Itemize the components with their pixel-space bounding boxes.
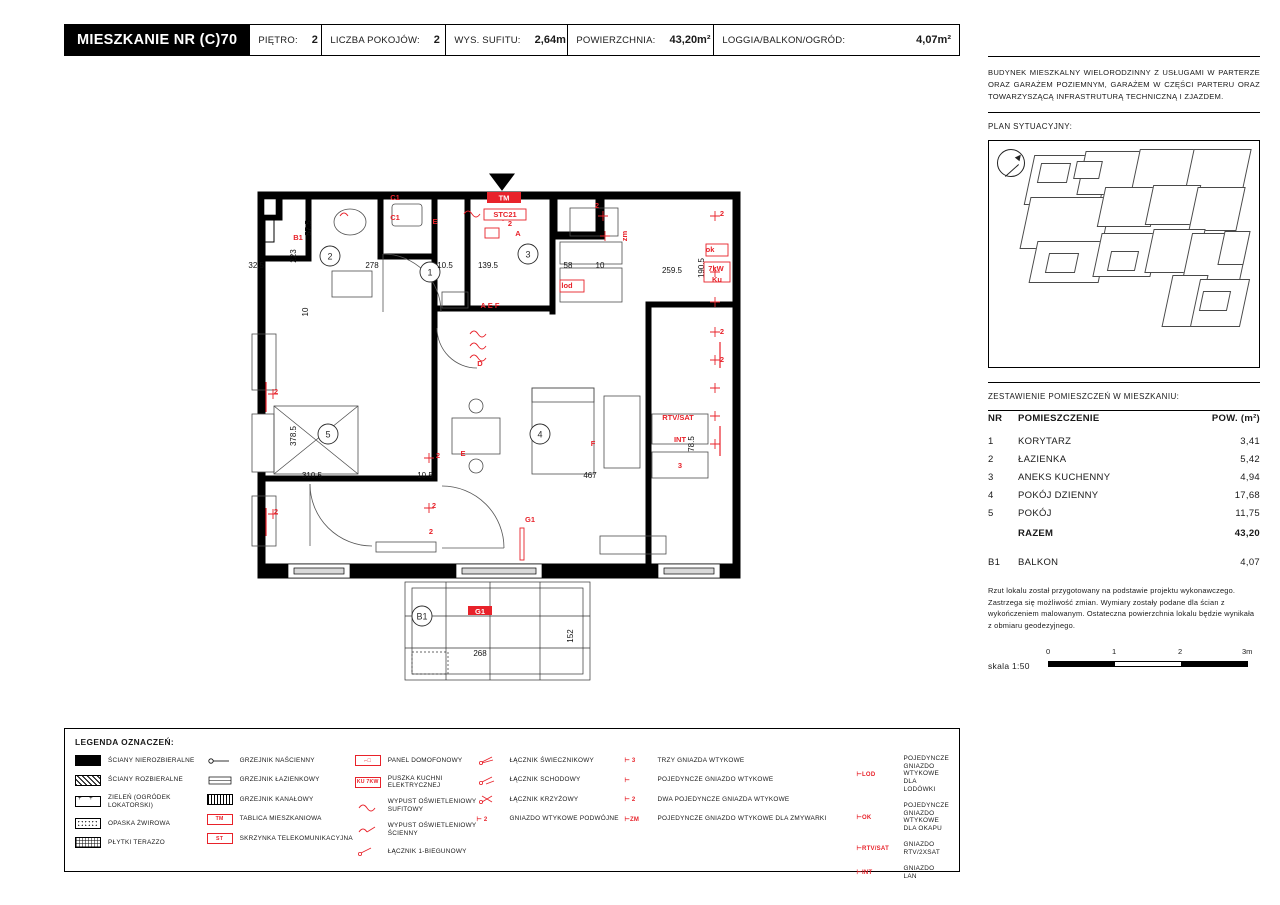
legend-title: LEGENDA OZNACZEŃ:	[75, 737, 175, 747]
single-pole-switch-icon	[355, 846, 381, 857]
legend-item: TM TABLICA MIESZKANIOWA	[207, 814, 355, 825]
wall-radiator-icon	[207, 755, 233, 766]
greenery-icon	[75, 796, 101, 807]
table-row: 4 POKÓJ DZIENNY 17,68	[988, 489, 1260, 501]
legend-item: GRZEJNIK KANAŁOWY	[207, 794, 355, 805]
site-plan	[988, 140, 1260, 368]
stair-switch-icon	[476, 775, 502, 786]
label-INT: INT	[673, 435, 687, 444]
label-A-E-F: A E F	[480, 301, 500, 310]
scale-bar-wrap	[988, 647, 1260, 681]
legend-item: WYPUST OŚWIETLENIOWY SUFITOWY	[355, 798, 477, 813]
bathroom-radiator-icon	[207, 775, 233, 786]
header-cell-rooms: LICZBA POKOJÓW: 2	[321, 25, 445, 55]
floor-plan-drawing	[180, 96, 820, 716]
single-socket-icon: ⊢	[624, 777, 631, 784]
solid-wall-icon	[75, 755, 101, 766]
site-plan-title: PLAN SYTUACYJNY:	[988, 122, 1073, 132]
room-number-1: 1	[427, 267, 433, 278]
label-3: 3	[677, 461, 683, 470]
legend-item: ⊢ 2 GNIAZDO WTYKOWE PODWÓJNE	[476, 815, 619, 823]
dim-32-5: 32.5	[248, 261, 264, 270]
legend-panel	[64, 728, 960, 880]
legend-item: ŁĄCZNIK ŚWIECZNIKOWY	[476, 755, 624, 766]
rooms-title: ZESTAWIENIE POMIESZCZEŃ W MIESZKANIU:	[988, 392, 1180, 402]
legend-item: ŁĄCZNIK SCHODOWY	[476, 775, 624, 786]
dim-467: 467	[583, 471, 597, 480]
dim-278: 278	[365, 261, 379, 270]
room-number-3: 3	[525, 249, 531, 260]
legend-column-heating	[207, 755, 355, 880]
dim-152: 152	[566, 629, 575, 643]
label-G1-a: G1	[524, 515, 536, 524]
legend-item: ⊢ 3 TRZY GNIAZDA WTYKOWE	[624, 756, 745, 764]
header-cell-ceiling: WYS. SUFITU: 2,64m	[445, 25, 567, 55]
label-zm: zm	[620, 230, 629, 242]
balcony-label: B1	[416, 611, 428, 622]
compass-icon	[997, 149, 1025, 177]
legend-item: + + ZIELEŃ (OGRÓDEK LOKATORSKI)	[75, 794, 207, 809]
label-2-d: 2	[431, 501, 437, 510]
label-ok: ok	[705, 245, 715, 254]
dim-10-5b: 10.5	[417, 471, 433, 480]
table-row: 3 ANEKS KUCHENNY 4,94	[988, 471, 1260, 483]
label-2-r3: 2	[719, 355, 725, 364]
legend-column-electric-b	[476, 755, 624, 880]
legend-item: ST SKRZYNKA TELEKOMUNIKACYJNA	[207, 833, 355, 844]
room-number-4: 4	[537, 429, 543, 440]
telecom-box-icon: ST	[207, 833, 233, 844]
legend-item: KU 7KW PUSZKA KUCHNI ELEKTRYCZNEJ	[355, 775, 477, 790]
page-title: MIESZKANIE NR (C)70	[65, 25, 249, 55]
legend-item: ŁĄCZNIK KRZYŻOWY	[476, 794, 624, 805]
removable-wall-icon	[75, 775, 101, 786]
legend-item: ŚCIANY NIEROZBIERALNE	[75, 755, 207, 766]
fridge-socket-icon: ⊢LOD	[856, 771, 876, 778]
table-row-balcony: B1 BALKON 4,07	[988, 556, 1260, 568]
header-cell-area: POWIERZCHNIA: 43,20m²	[567, 25, 713, 55]
legend-column-sockets	[625, 755, 949, 880]
triple-socket-icon: ⊢ 3	[624, 758, 636, 764]
candle-switch-icon	[476, 755, 502, 766]
scale-label: skala 1:50	[988, 661, 1030, 672]
hood-socket-icon: ⊢OK	[856, 814, 872, 821]
label-C1-a: C1	[390, 193, 400, 202]
terrazzo-tiles-icon	[75, 837, 101, 848]
label-2-l2: 2	[273, 507, 279, 516]
rooms-table	[988, 411, 1260, 571]
dim-310-5: 310.5	[301, 471, 323, 480]
label-7kW: 7kW	[708, 264, 724, 273]
dim-259-5: 259.5	[661, 266, 683, 275]
label-E-top: E	[432, 217, 438, 226]
duct-radiator-icon	[207, 794, 233, 805]
double-single-socket-icon: ⊢ 2	[624, 797, 636, 803]
gravel-strip-icon	[75, 818, 101, 829]
dim-10b: 10	[595, 261, 605, 270]
building-description: BUDYNEK MIESZKALNY WIELORODZINNY Z USŁUGAMI W PARTERZE ORAZ GARAŻEM POZIEMNYM, GARAŻEM W CZĘŚCI PARTERU ORAZ TOWARZYSZĄCĄ INFRASTRUTURĄ TECHNICZNĄ I ZJAZDEM.	[988, 68, 1260, 101]
rtv-sat-socket-icon: ⊢RTV/SAT	[856, 846, 889, 853]
right-info-column	[988, 56, 1260, 681]
scale-bar	[1048, 661, 1248, 667]
table-row: 2 ŁAZIENKA 5,42	[988, 453, 1260, 465]
legend-item: ŁĄCZNIK 1-BIEGUNOWY	[355, 846, 477, 857]
label-2-sock: 2	[435, 451, 441, 460]
dim-139-5: 139.5	[477, 261, 499, 270]
header-bar	[64, 24, 960, 56]
disclaimer-note: Rzut lokalu został przygotowany na podstawie projektu wykonawczego. Zastrzega się możliwość zmian. Wymiary zostały podane dla ścian z wykończeniem malowanym. Ostateczna powierzchnia lokalu będzie wynikała z obmiaru geodezyjnego.	[988, 586, 1255, 630]
legend-item: ŚCIANY ROZBIERALNE	[75, 775, 207, 786]
legend-item: ⊢RTV/SAT GNIAZDO RTV/2XSAT	[856, 841, 940, 856]
ceiling-light-outlet-icon	[355, 801, 381, 812]
label-B1: B1	[293, 233, 303, 242]
label-E-mid: E	[460, 449, 466, 458]
dim-10a: 10	[301, 307, 310, 317]
label-RTVSAT: RTV/SAT	[662, 413, 694, 422]
legend-item: ⊢ POJEDYNCZE GNIAZDO WTYKOWE	[624, 776, 774, 784]
cross-switch-icon	[476, 794, 502, 805]
legend-item: ⌐□ PANEL DOMOFONOWY	[355, 755, 477, 766]
label-2-l1: 2	[273, 387, 279, 396]
dishwasher-socket-icon: ⊢ZM	[624, 816, 640, 823]
dim-268: 268	[473, 649, 487, 658]
apartment-board-icon: TM	[207, 814, 233, 825]
label-F: F	[590, 439, 596, 448]
dim-10-5: 10.5	[437, 261, 453, 270]
label-2-top: 2	[507, 219, 513, 228]
table-row: 1 KORYTARZ 3,41	[988, 435, 1260, 447]
label-Ku: Ku	[712, 275, 722, 284]
dim-57-5: 57.5	[304, 220, 313, 236]
dim-190-5: 190.5	[697, 257, 706, 279]
legend-item: GRZEJNIK NAŚCIENNY	[207, 755, 355, 766]
label-2-r1: 2	[719, 209, 725, 218]
legend-item: ⊢ZM POJEDYNCZE GNIAZDO WTYKOWE DLA ZMYWARKI	[624, 815, 827, 823]
table-header: NR POMIESZCZENIE POW. (m²)	[988, 413, 1260, 425]
legend-item: ⊢OK POJEDYNCZE GNIAZDO WTYKOWE DLA OKAPU	[856, 801, 949, 832]
legend-item: ⊢INT GNIAZDO LAN	[856, 865, 935, 880]
header-cell-pietro: PIĘTRO: 2	[249, 25, 321, 55]
table-row-total: RAZEM 43,20	[1018, 528, 1260, 540]
label-D: D	[477, 359, 483, 368]
label-2-k1: 2	[594, 201, 600, 210]
label-TM: TM	[498, 193, 510, 203]
dim-223: 223	[289, 249, 298, 263]
kitchen-box-icon: KU 7KW	[355, 777, 381, 788]
intercom-panel-icon: ⌐□	[355, 755, 381, 766]
legend-item: WYPUST OŚWIETLENIOWY ŚCIENNY	[355, 822, 477, 837]
lan-socket-icon: ⊢INT	[856, 870, 873, 877]
table-row: 5 POKÓJ 11,75	[988, 507, 1260, 519]
label-lod: lod	[561, 281, 573, 290]
label-STC21: STC21	[493, 210, 517, 219]
legend-column-walls	[75, 755, 207, 880]
dim-378-5: 378.5	[289, 425, 298, 447]
legend-item: ⊢LOD POJEDYNCZE GNIAZDO WTYKOWE DLA LODÓWKI	[856, 755, 949, 793]
dim-78-5: 78.5	[687, 436, 696, 452]
label-A: A	[515, 229, 521, 238]
legend-column-electric-a	[355, 755, 477, 880]
label-2-r2: 2	[719, 327, 725, 336]
legend-item: GRZEJNIK ŁAZIENKOWY	[207, 775, 355, 786]
room-number-5: 5	[325, 429, 331, 440]
legend-item: ⊢ 2 DWA POJEDYNCZE GNIAZDA WTYKOWE	[624, 795, 790, 803]
dim-58: 58	[563, 261, 573, 270]
legend-item: OPASKA ŻWIROWA	[75, 818, 207, 829]
scale-ticks: 0 1 2 3m	[1046, 647, 1253, 657]
label-C1-b: C1	[390, 213, 400, 222]
legend-item: PŁYTKI TERAZZO	[75, 837, 207, 848]
header-cell-balcony: LOGGIA/BALKON/OGRÓD: 4,07m²	[713, 25, 959, 55]
wall-light-outlet-icon	[355, 824, 381, 835]
room-number-2: 2	[327, 251, 333, 262]
double-socket-icon: ⊢ 2	[476, 816, 488, 823]
label-2-e: 2	[428, 527, 434, 536]
label-G1-b: G1	[474, 607, 486, 616]
